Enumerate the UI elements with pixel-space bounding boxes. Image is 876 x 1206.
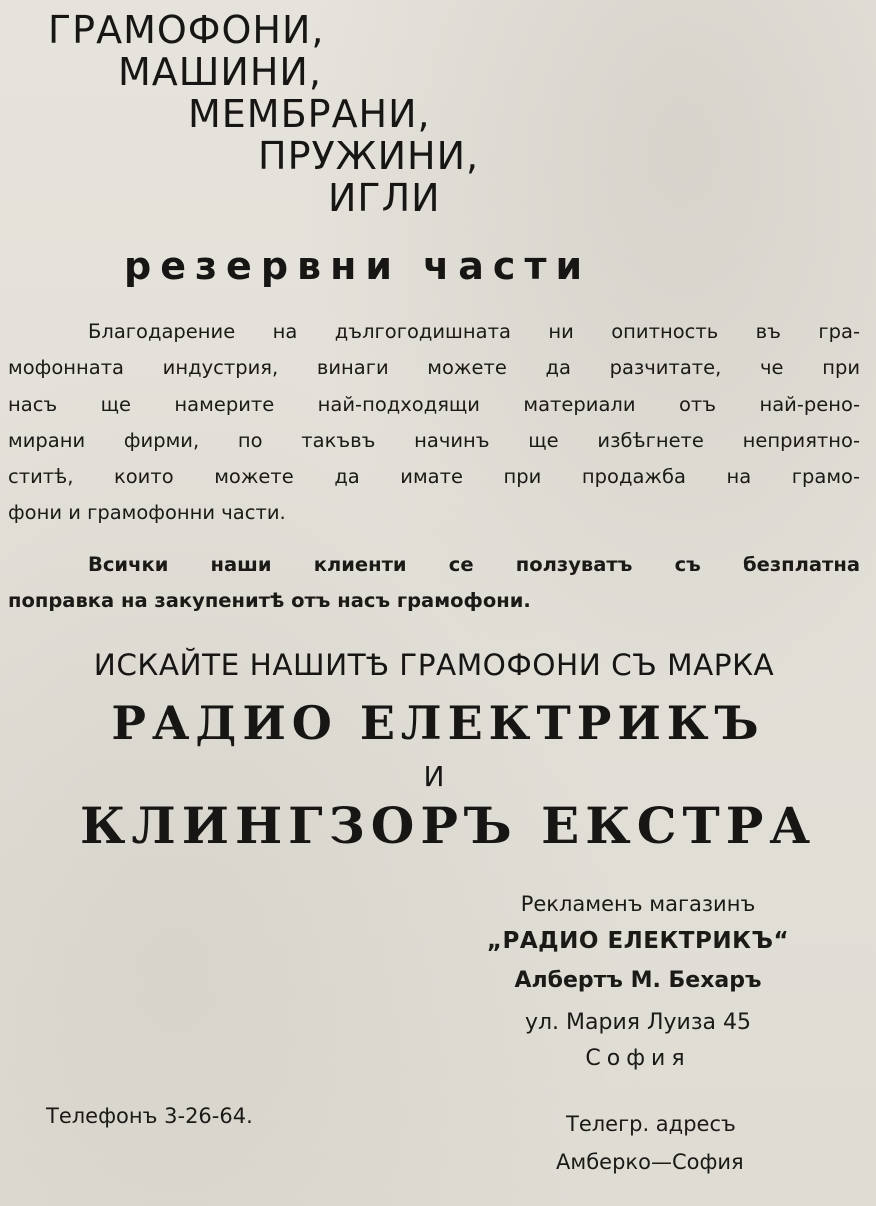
paragraph-line: мирани фирми, по такъвъ начинъ ще избѣгнете неприятно- [8, 428, 860, 452]
brand-radio-electric: РАДИО ЕЛЕКТРИКЪ [111, 696, 765, 750]
brand-klingsor-extra: КЛИНГЗОРЪ ЕКСТРА [80, 796, 817, 855]
goods-line-needles: ИГЛИ [328, 176, 441, 220]
paragraph-line: поправка на закупенитѣ отъ насъ грамофони. [8, 589, 531, 613]
brand-conjunction: И [423, 760, 445, 793]
telegraph-address: Амберко—София [556, 1150, 744, 1174]
goods-line-gramophones: ГРАМОФОНИ, [48, 8, 325, 52]
phone-number: Телефонъ 3-26-64. [46, 1104, 253, 1128]
goods-line-membranes: МЕМБРАНИ, [188, 92, 431, 136]
spare-parts-heading: резервни части [124, 244, 592, 288]
city: София [585, 1046, 691, 1071]
street-address: ул. Мария Луиза 45 [524, 1010, 752, 1035]
ask-for-brand-callout: ИСКАЙТЕ НАШИТѢ ГРАМОФОНИ СЪ МАРКА [93, 648, 775, 682]
free-repair-paragraph [8, 547, 860, 620]
paragraph-line: мофонната индустрия, винаги можете да разчитате, че при [8, 356, 860, 380]
paragraph-line: насъ ще намерите най-подходящи материали отъ най-рено- [8, 392, 860, 416]
experience-paragraph [8, 314, 860, 532]
paragraph-line: фони и грамофонни части. [8, 501, 286, 525]
paragraph-line: Благодарение на дългогодишната ни опитность въ гра- [88, 320, 860, 343]
owner-name: Албертъ М. Бехаръ [514, 968, 762, 993]
store-name: „РАДИО ЕЛЕКТРИКЪ“ [486, 928, 790, 954]
goods-line-springs: ПРУЖИНИ, [258, 134, 480, 178]
paragraph-line: ститѣ, които можете да имате при продажба на грамо- [8, 465, 860, 489]
goods-line-machines: МАШИНИ, [118, 50, 322, 94]
telegraph-label: Телегр. адресъ [566, 1112, 736, 1136]
paragraph-line: Всички наши клиенти се ползуватъ съ безплатна [88, 553, 860, 576]
store-type: Рекламенъ магазинъ [520, 892, 756, 916]
